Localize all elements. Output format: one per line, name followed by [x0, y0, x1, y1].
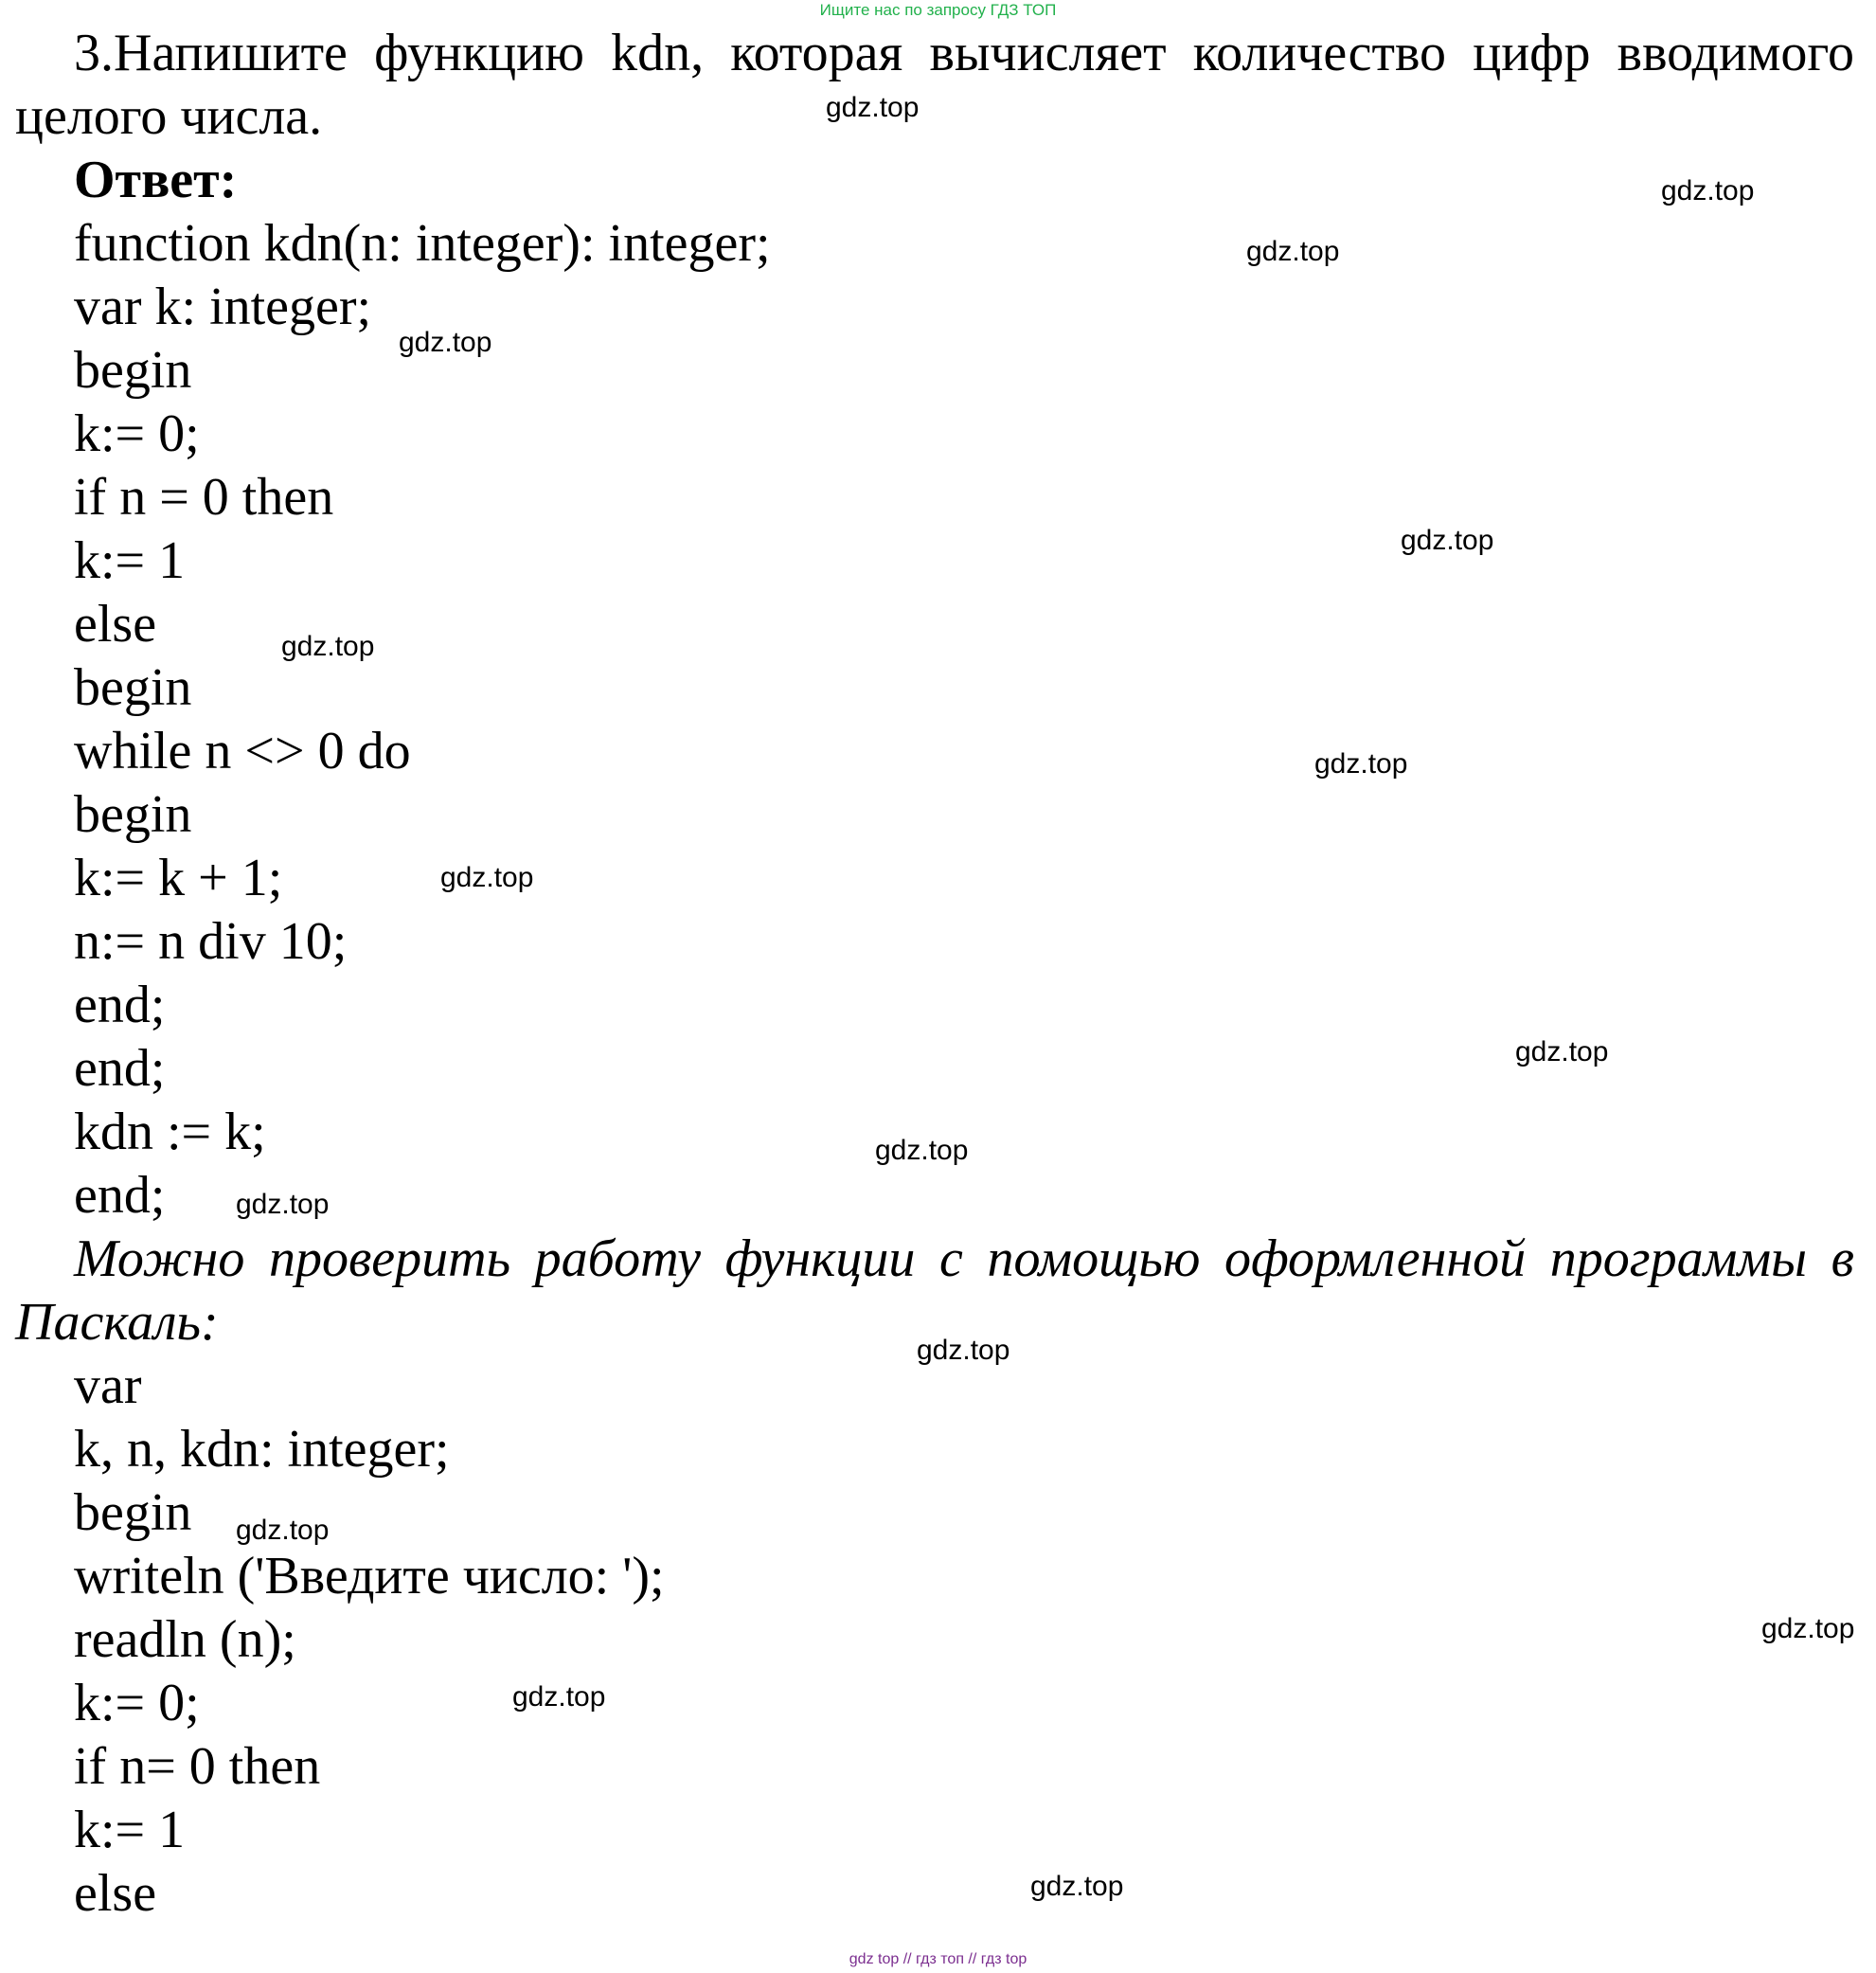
watermark: gdz.top — [399, 327, 492, 358]
watermark: gdz.top — [1030, 1871, 1124, 1902]
watermark: gdz.top — [875, 1135, 969, 1166]
code-line: else — [74, 1864, 157, 1923]
code-line: k, n, kdn: integer; — [74, 1420, 450, 1479]
code-line: begin — [74, 785, 192, 844]
watermark: gdz.top — [236, 1189, 330, 1220]
code-line: k:= k + 1; — [74, 849, 283, 907]
code-line: begin — [74, 1483, 192, 1542]
watermark: gdz.top — [1314, 748, 1408, 780]
code-line: while n <> 0 do — [74, 722, 411, 780]
code-line: begin — [74, 341, 192, 400]
watermark: gdz.top — [826, 92, 920, 123]
code-line: var k: integer; — [74, 278, 372, 336]
watermark: gdz.top — [917, 1335, 1010, 1366]
code-line: end; — [74, 976, 166, 1034]
code-line: var — [74, 1356, 142, 1415]
code-line: k:= 0; — [74, 404, 200, 463]
answer-label: Ответ: — [74, 151, 238, 209]
task-text-line-2: целого числа. — [15, 87, 323, 146]
note-text-line-1: Можно проверить работу функции с помощью оформленной программы в — [74, 1229, 1854, 1288]
code-line: writeln ('Введите число: '); — [74, 1547, 665, 1605]
task-text-line-1: 3.Напишите функцию kdn, которая вычисляет количество цифр вводимого — [74, 24, 1854, 82]
watermark: gdz.top — [512, 1681, 606, 1713]
code-line: k:= 1 — [74, 531, 186, 590]
code-line: if n= 0 then — [74, 1737, 321, 1796]
watermark: gdz.top — [236, 1515, 330, 1546]
code-line: end; — [74, 1039, 166, 1098]
code-line: k:= 1 — [74, 1801, 186, 1859]
watermark: gdz.top — [1401, 525, 1494, 556]
code-line: function kdn(n: integer): integer; — [74, 214, 771, 273]
code-line: end; — [74, 1166, 166, 1225]
code-line: readln (n); — [74, 1610, 296, 1669]
watermark: gdz.top — [1515, 1036, 1609, 1067]
watermark: gdz.top — [281, 631, 375, 662]
code-line: k:= 0; — [74, 1674, 200, 1732]
code-line: kdn := k; — [74, 1103, 266, 1161]
code-line: if n = 0 then — [74, 468, 334, 527]
watermark: gdz.top — [1661, 175, 1755, 206]
code-line: else — [74, 595, 157, 654]
watermark: gdz.top — [440, 862, 534, 893]
code-line: begin — [74, 658, 192, 717]
watermark: gdz.top — [1246, 236, 1340, 267]
code-line: n:= n div 10; — [74, 912, 348, 971]
top-banner: Ищите нас по запросу ГДЗ ТОП — [819, 1, 1057, 19]
watermark: gdz.top — [1761, 1613, 1855, 1644]
bottom-banner: gdz top // гдз топ // гдз top — [849, 1951, 1027, 1967]
note-text-line-2: Паскаль: — [15, 1293, 219, 1352]
